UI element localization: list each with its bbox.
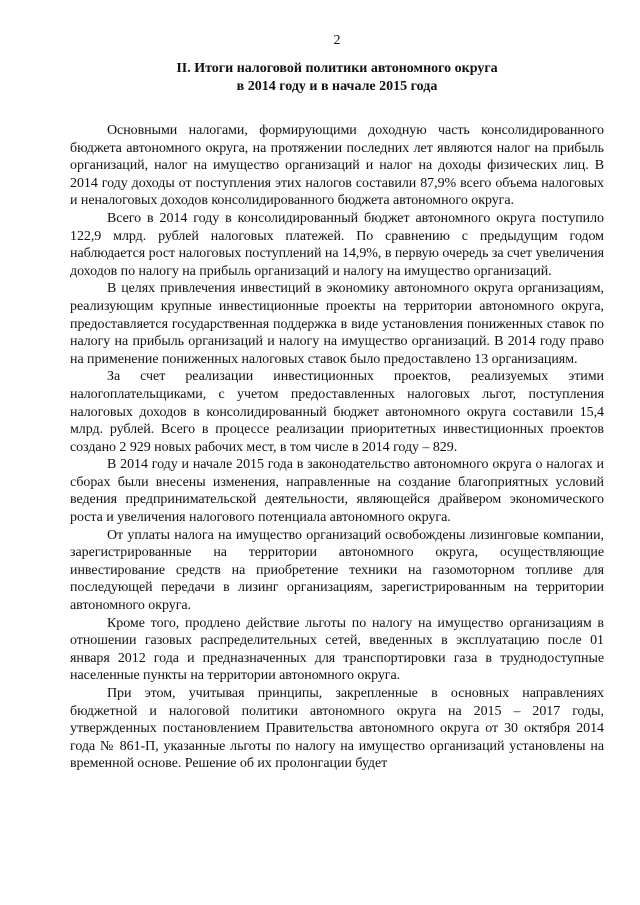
paragraph-investment-results: За счет реализации инвестиционных проектов, реализуемых этими налогоплательщиками, с учетом предоставленных налоговых льгот, поступления налоговых доходов в консолидированный бюджет автономного округа составили 15,4 млрд. рублей. Всего в процессе реализации приоритетных инвестиционных проектов создано 2 929 новых рабочих мест, в том числе в 2014 году – 829. [70,369,604,455]
section-heading-line-2: в 2014 году и в начале 2015 года [236,79,438,94]
paragraph-legislation-changes: В 2014 году и начале 2015 года в законодательство автономного округа о налогах и сборах были внесены изменения, направленные на создание благоприятных условий ведения предпринимательской деятельности, являющейся драйвером экономического роста и увеличения налогового потенциала автономного округа. [70,457,604,526]
paragraph-investment-support: В целях привлечения инвестиций в экономику автономного округа организациям, реализующим крупные инвестиционные проекты на территории автономного округа, предоставляется государственная поддержка в виде установления пониженных ставок по налогу на прибыль организаций и налогу на имущество организаций. В 2014 году право на применение пониженных налоговых ставок было предоставлено 13 организациям. [70,281,604,367]
paragraph-gas-network-benefit: Кроме того, продлено действие льготы по налогу на имущество организациям в отношении газовых распределительных сетей, введенных в эксплуатацию после 01 января 2012 года и предназначенных для транспортировки газа в труднодоступные населенные пункты на территории автономного округа. [70,615,604,684]
paragraph-leasing-exemption: От уплаты налога на имущество организаций освобождены лизинговые компании, зарегистрированные на территории автономного округа, осуществляющие инвестирование средств на приобретение техники на газомоторном топливе для последующей передачи в лизинг организациям, зарегистрированным на территории автономного округа. [70,527,604,614]
paragraph-tax-revenue-structure: Основными налогами, формирующими доходную часть консолидированного бюджета автономного округа, на протяжении последних лет являются налог на прибыль организаций, налог на имущество организаций и налог на доходы физических лиц. В 2014 году доходы от поступления этих налогов составили 87,9% всего объема налоговых и неналоговых доходов консолидированного бюджета автономного округа. [70,123,604,209]
section-heading-line-1: II. Итоги налоговой политики автономного округа [176,61,498,76]
paragraph-temporary-benefits: При этом, учитывая принципы, закрепленные в основных направлениях бюджетной и налоговой политики автономного округа на 2015 – 2017 годы, утвержденных постановлением Правительства автономного округа от 30 октября 2014 года № 861-П, указанные льготы по налогу на имущество организаций установлены на временной основе. Решение об их пролонгации будет [70,686,604,772]
paragraph-total-tax-payments: Всего в 2014 году в консолидированный бюджет автономного округа поступило 122,9 млрд. рублей налоговых платежей. По сравнению с предыдущим годом наблюдается рост налоговых поступлений на 14,9%, в первую очередь за счет увеличения доходов по налогу на прибыль организаций и налогу на имущество организаций. [70,210,604,279]
section-heading [70,60,604,96]
body-text [70,122,604,773]
page-number: 2 [333,33,341,48]
